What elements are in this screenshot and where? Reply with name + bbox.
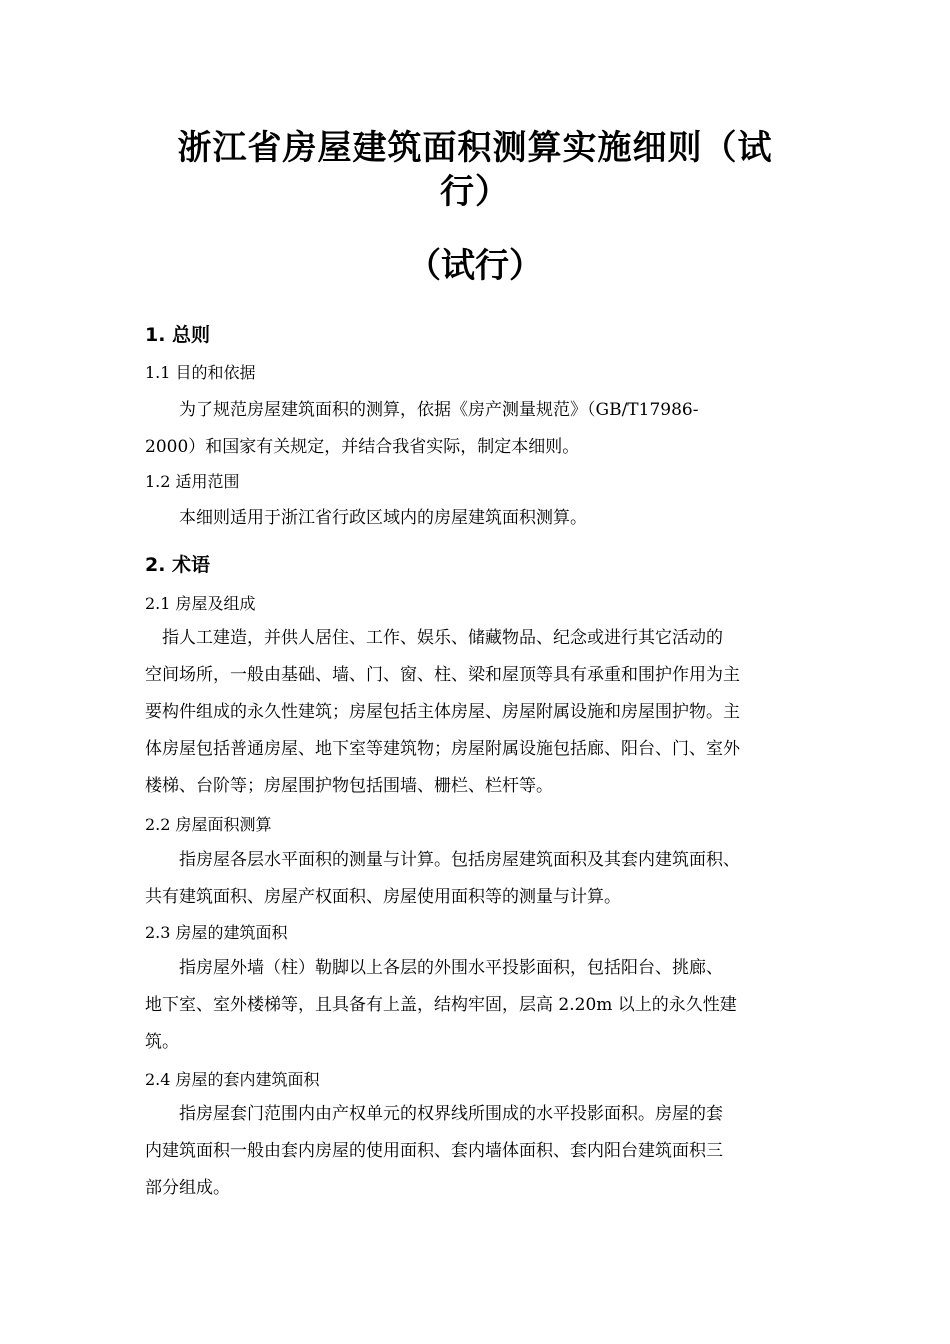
paragraph-line: 空间场所，一般由基础、墙、门、窗、柱、梁和屋顶等具有承重和围护作用为主 [145, 665, 740, 685]
paragraph-line: 为了规范房屋建筑面积的测算，依据《房产测量规范》（GB/T17986- [145, 400, 699, 420]
subsection-heading-building-area: 2.3 房屋的建筑面积 [145, 923, 288, 942]
paragraph-line: 体房屋包括普通房屋、地下室等建筑物；房屋附属设施包括廊、阳台、门、室外 [145, 739, 740, 759]
document-title-line-2: 行） [440, 172, 510, 212]
subsection-heading-scope: 1.2 适用范围 [145, 472, 240, 491]
document-title-line-1: 浙江省房屋建筑面积测算实施细则（试 [177, 128, 773, 168]
paragraph-scope [145, 500, 817, 537]
section-heading-general: 1. 总则 [145, 324, 211, 346]
subsection-heading-house-composition: 2.1 房屋及组成 [145, 594, 256, 613]
paragraph-line: 2000）和国家有关规定，并结合我省实际，制定本细则。 [145, 437, 580, 457]
paragraph-line: 共有建筑面积、房屋产权面积、房屋使用面积等的测量与计算。 [145, 887, 621, 907]
paragraph-purpose [145, 392, 817, 466]
paragraph-line: 部分组成。 [145, 1178, 230, 1198]
paragraph-line: 楼梯、台阶等；房屋围护物包括围墙、栅栏、栏杆等。 [145, 776, 553, 796]
section-heading-terms: 2. 术语 [145, 554, 211, 576]
paragraph-line: 指房屋外墙（柱）勒脚以上各层的外围水平投影面积，包括阳台、挑廊、 [145, 958, 723, 978]
document-title [150, 126, 800, 214]
paragraph-building-area [145, 950, 817, 1061]
paragraph-line: 指人工建造，并供人居住、工作、娱乐、储藏物品、纪念或进行其它活动的 [145, 628, 723, 648]
paragraph-line: 内建筑面积一般由套内房屋的使用面积、套内墙体面积、套内阳台建筑面积三 [145, 1141, 723, 1161]
paragraph-area-measurement [145, 842, 817, 916]
paragraph-line: 指房屋各层水平面积的测量与计算。包括房屋建筑面积及其套内建筑面积、 [145, 850, 740, 870]
paragraph-unit-area [145, 1096, 817, 1207]
paragraph-line: 指房屋套门范围内由产权单元的权界线所围成的水平投影面积。房屋的套 [145, 1104, 723, 1124]
paragraph-house-composition [145, 620, 817, 805]
document-subtitle: （试行） [407, 246, 543, 286]
paragraph-line: 要构件组成的永久性建筑；房屋包括主体房屋、房屋附属设施和房屋围护物。主 [145, 702, 740, 722]
subsection-heading-purpose: 1.1 目的和依据 [145, 363, 256, 382]
paragraph-line: 地下室、室外楼梯等，且具备有上盖，结构牢固，层高 2.20m 以上的永久性建 [145, 995, 737, 1015]
subsection-heading-unit-area: 2.4 房屋的套内建筑面积 [145, 1070, 320, 1089]
paragraph-line: 筑。 [145, 1032, 179, 1052]
paragraph-line: 本细则适用于浙江省行政区域内的房屋建筑面积测算。 [145, 508, 587, 528]
subsection-heading-area-measurement: 2.2 房屋面积测算 [145, 815, 272, 834]
